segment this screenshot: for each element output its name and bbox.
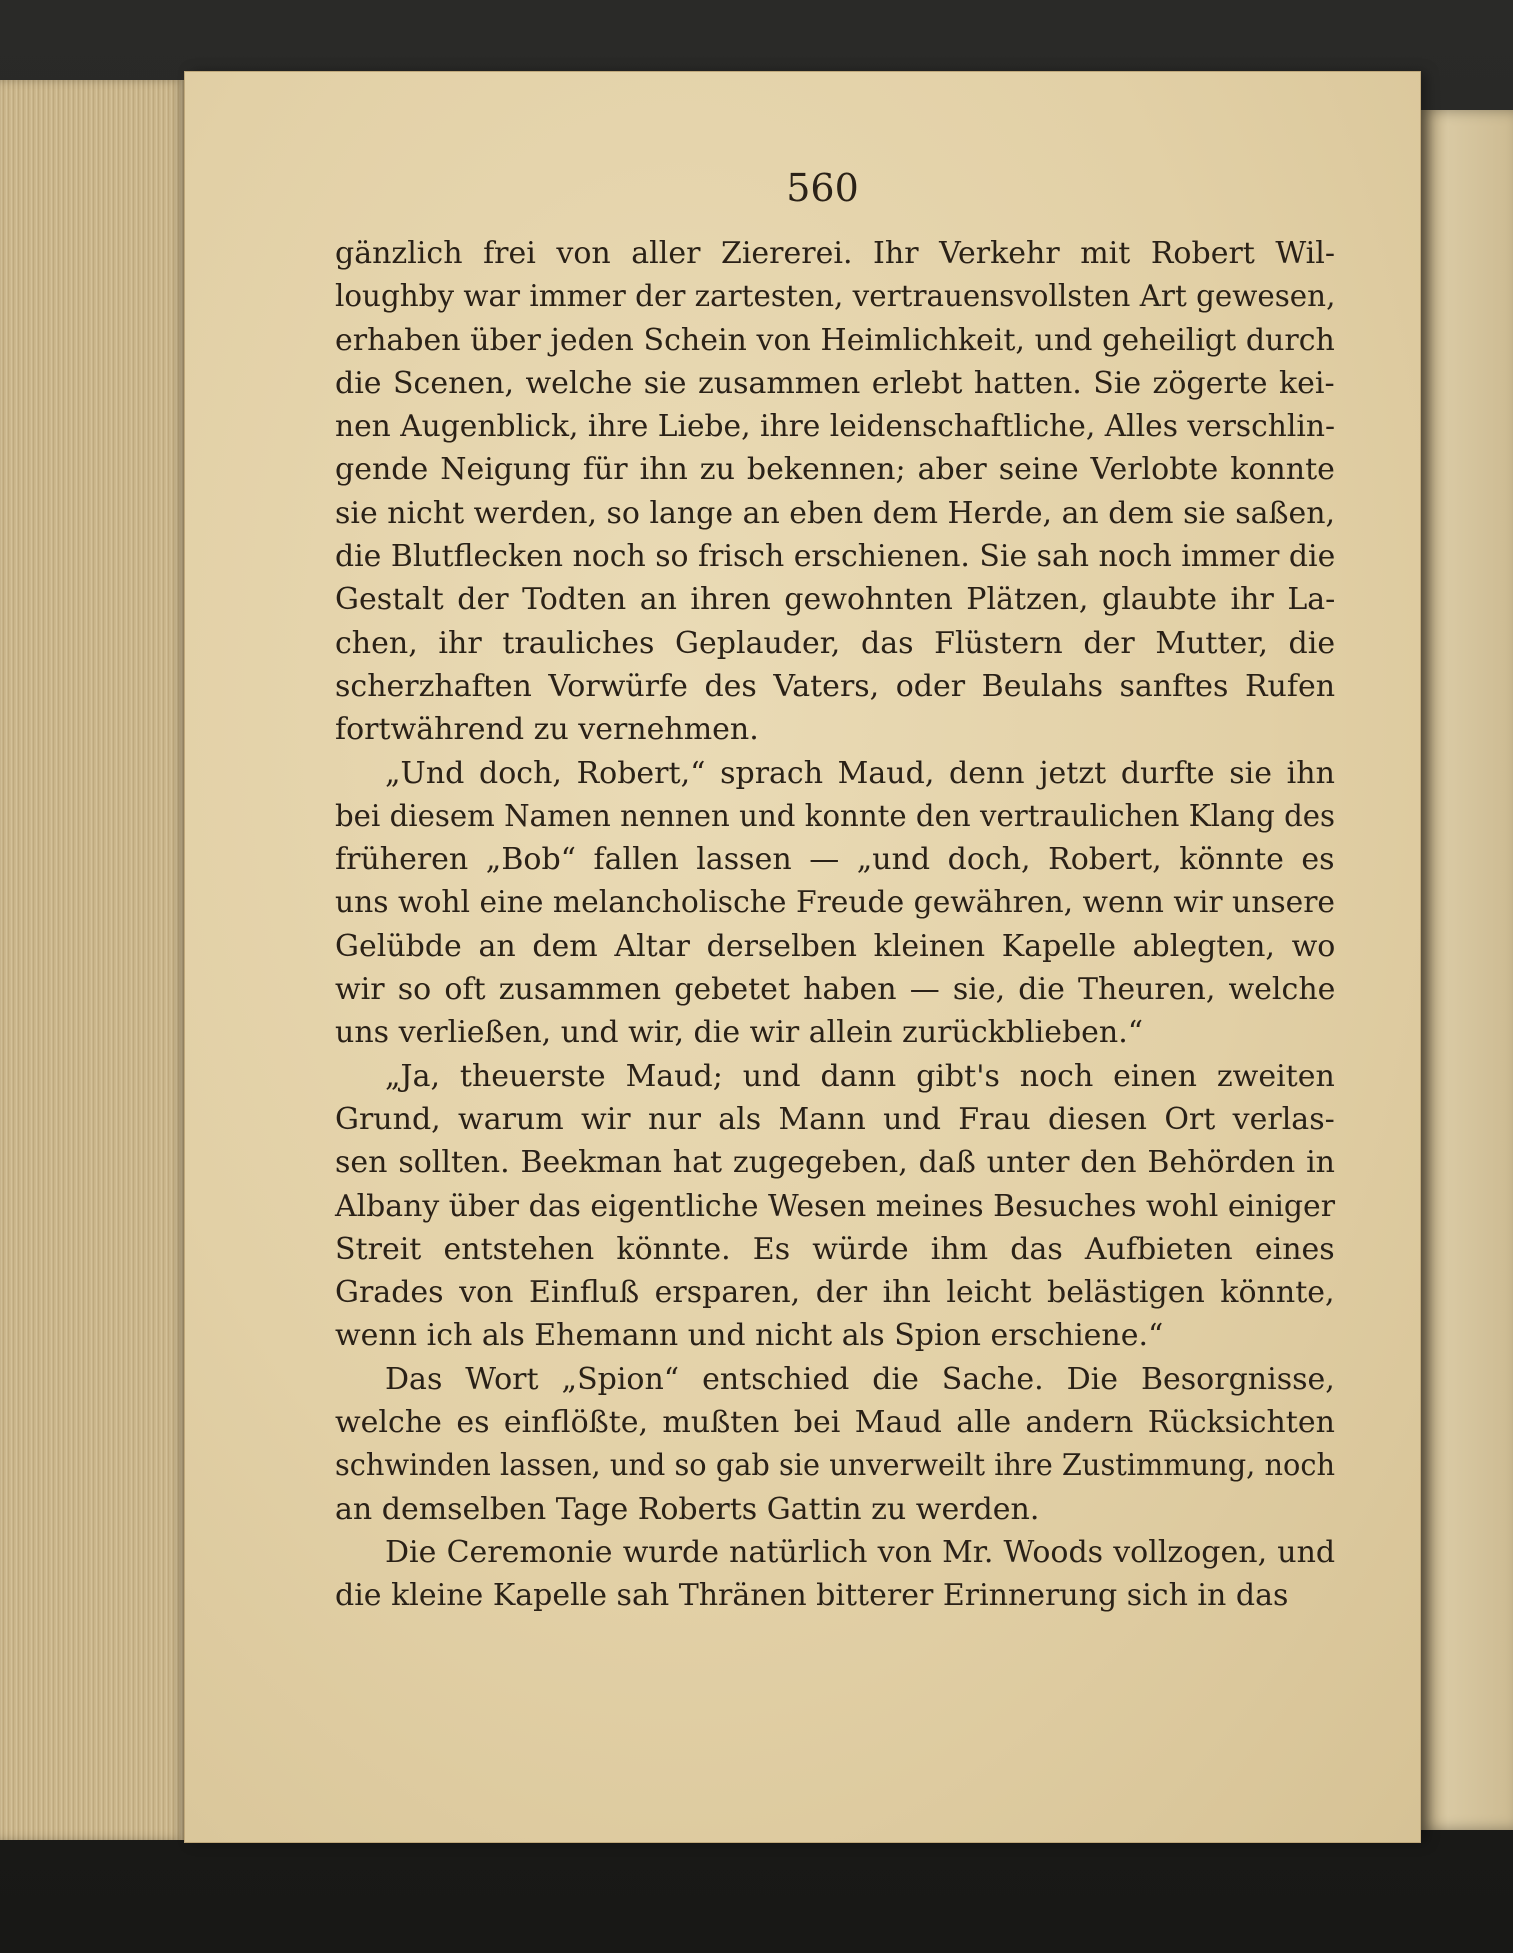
- text-line: loughby war immer der zartesten, vertrauensvollsten Art gewesen,: [335, 279, 1336, 315]
- text-line: schwinden lassen, und so gab sie unverweilt ihre Zustimmung, noch: [335, 1448, 1336, 1484]
- facing-page-edge: [1420, 110, 1513, 1830]
- text-line: die Scenen, welche sie zusammen erlebt hatten. Sie zögerte kei-: [335, 365, 1335, 401]
- text-line: Gestalt der Todten an ihren gewohnten Plätzen, glaubte ihr La-: [335, 582, 1336, 618]
- paragraph: [335, 1358, 1335, 1531]
- page-number: 560: [786, 166, 859, 210]
- text-line: welche es einflößte, mußten bei Maud alle andern Rücksichten: [335, 1405, 1335, 1441]
- text-line: früheren „Bob“ fallen lassen — „und doch, Robert, könnte es: [335, 842, 1335, 878]
- text-line: bei diesem Namen nennen und konnte den vertraulichen Klang des: [335, 798, 1336, 834]
- text-line: uns verließen, und wir, die wir allein zurückblieben.“: [335, 1015, 1144, 1051]
- text-line: Das Wort „Spion“ entschied die Sache. Die Besorgnisse,: [385, 1361, 1335, 1397]
- text-line: Streit entstehen könnte. Es würde ihm das Aufbieten eines: [335, 1231, 1335, 1267]
- text-line: Albany über das eigentliche Wesen meines Besuches wohl einiger: [335, 1188, 1335, 1224]
- text-line: uns wohl eine melancholische Freude gewähren, wenn wir unsere: [335, 885, 1336, 921]
- paragraph: [335, 1055, 1335, 1358]
- text-line: Grund, warum wir nur als Mann und Frau diesen Ort verlas-: [335, 1101, 1335, 1137]
- text-line: die Blutflecken noch so frisch erschienen. Sie sah noch immer die: [335, 539, 1336, 575]
- text-line: Grades von Einfluß ersparen, der ihn leicht belästigen könnte,: [335, 1275, 1335, 1311]
- text-line: fortwährend zu vernehmen.: [335, 712, 759, 748]
- paragraph: [335, 752, 1335, 1055]
- text-line: gende Neigung für ihn zu bekennen; aber seine Verlobte konnte: [335, 452, 1335, 488]
- text-line: Gelübde an dem Altar derselben kleinen Kapelle ablegten, wo: [335, 928, 1336, 964]
- text-line: wir so oft zusammen gebetet haben — sie, die Theuren, welche: [335, 972, 1336, 1008]
- text-line: sie nicht werden, so lange an eben dem Herde, an dem sie saßen,: [335, 495, 1335, 531]
- text-line: die kleine Kapelle sah Thränen bitterer Erinnerung sich in das: [335, 1578, 1289, 1614]
- paragraph: [335, 232, 1335, 752]
- paragraph: [335, 1531, 1335, 1618]
- book-page: [185, 72, 1420, 1842]
- text-line: an demselben Tage Roberts Gattin zu werden.: [335, 1491, 1040, 1527]
- text-line: scherzhaften Vorwürfe des Vaters, oder Beulahs sanftes Rufen: [335, 668, 1336, 704]
- text-line: wenn ich als Ehemann und nicht als Spion erschiene.“: [335, 1318, 1164, 1354]
- text-line: chen, ihr trauliches Geplauder, das Flüstern der Mutter, die: [335, 625, 1336, 661]
- text-line: gänzlich frei von aller Ziererei. Ihr Verkehr mit Robert Wil-: [335, 236, 1336, 271]
- page-stack-edge: [0, 80, 187, 1840]
- text-line: „Und doch, Robert,“ sprach Maud, denn jetzt durfte sie ihn: [385, 755, 1335, 791]
- text-line: sen sollten. Beekman hat zugegeben, daß unter den Behörden in: [335, 1145, 1336, 1181]
- text-line: nen Augenblick, ihre Liebe, ihre leidenschaftliche, Alles verschlin-: [335, 409, 1335, 445]
- body-text: [335, 232, 1335, 1618]
- text-line: „Ja, theuerste Maud; und dann gibt's noch einen zweiten: [385, 1058, 1335, 1094]
- text-line: Die Ceremonie wurde natürlich von Mr. Woods vollzogen, und: [385, 1534, 1336, 1570]
- text-line: erhaben über jeden Schein von Heimlichkeit, und geheiligt durch: [335, 322, 1335, 358]
